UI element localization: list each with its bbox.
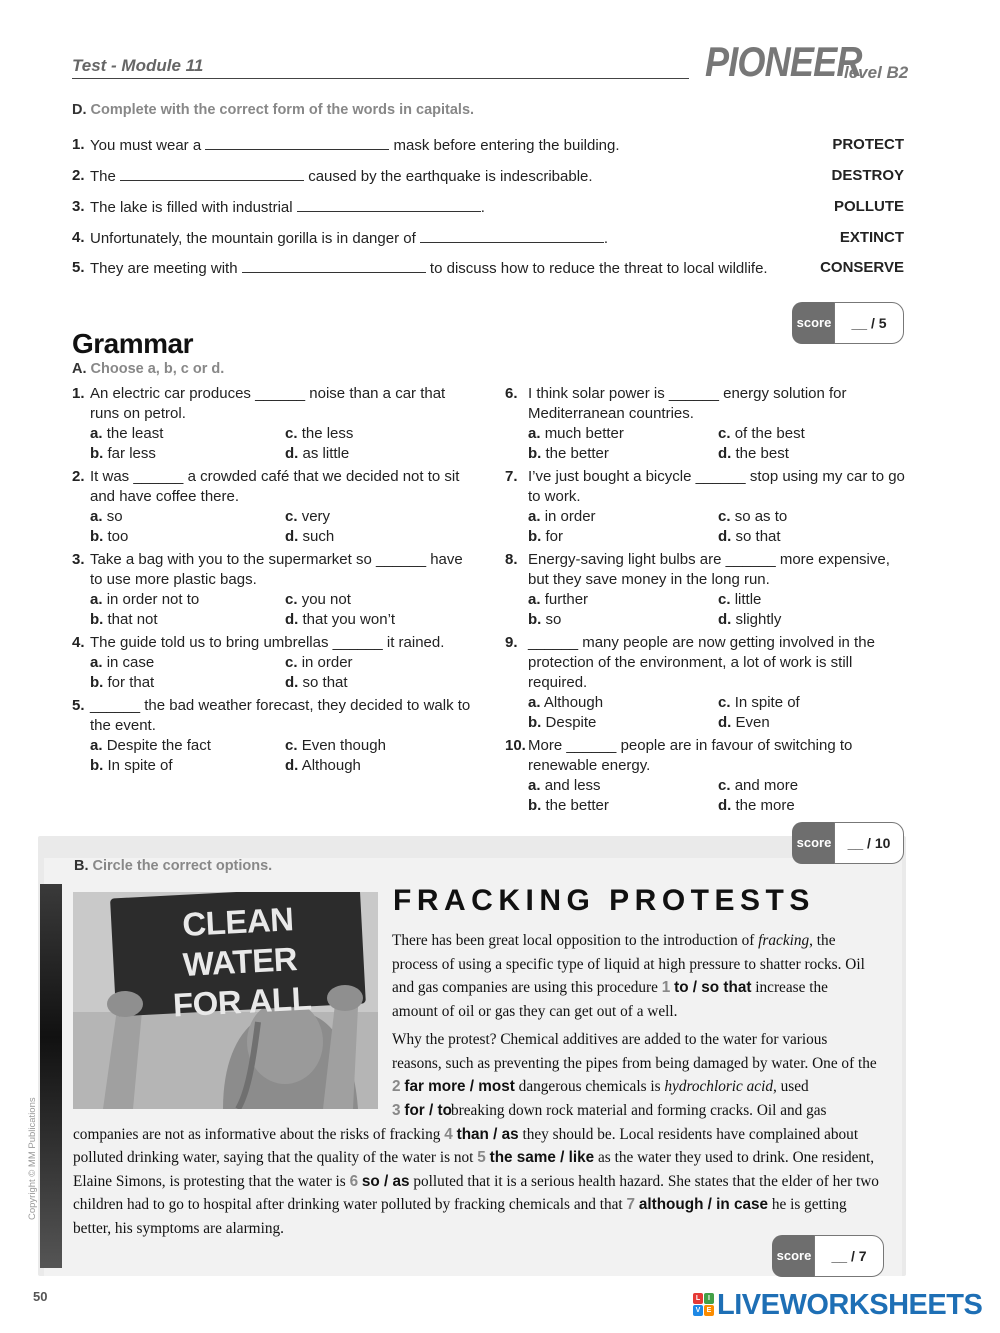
- option-10a[interactable]: [528, 776, 601, 796]
- section-d-text: Complete with the correct form of the words in capitals.: [90, 102, 475, 118]
- option-letter: c.: [718, 777, 731, 794]
- option-letter: b.: [90, 757, 104, 774]
- capital-word: PROTECT: [832, 136, 904, 153]
- question-5: [72, 696, 472, 736]
- sign-line-2: FOR ALL: [172, 979, 313, 1024]
- question-7: [505, 467, 905, 507]
- option-4a[interactable]: [90, 653, 154, 673]
- section-b-letter: B.: [74, 858, 89, 874]
- option-text: far less: [107, 445, 156, 462]
- option-letter: b.: [528, 611, 542, 628]
- option-6a[interactable]: [528, 424, 624, 444]
- option-text: that not: [107, 611, 158, 628]
- option-text: in order: [301, 654, 353, 671]
- text: they should be. Local residents have complained about polluted drinking water, saying that the quality of the water is not: [73, 1125, 859, 1166]
- question-text: The guide told us to bring umbrellas ______ it rained.: [90, 634, 445, 651]
- option-letter: c.: [718, 694, 731, 711]
- option-letter: d.: [718, 714, 732, 731]
- score-box-d: [792, 302, 904, 344]
- option-8b[interactable]: [528, 610, 561, 630]
- option-7b[interactable]: [528, 527, 563, 547]
- option-text: little: [734, 591, 762, 608]
- option-text: the better: [545, 445, 609, 462]
- question-text: ______ many people are now getting involved in the protection of the environment, a lot of work is still required.: [528, 634, 875, 691]
- choice-3[interactable]: for / to: [404, 1101, 452, 1119]
- option-8d[interactable]: [718, 610, 781, 630]
- sentence-end: mask before entering the building.: [393, 137, 620, 154]
- option-text: slightly: [735, 611, 782, 628]
- option-text: much better: [544, 425, 624, 442]
- question-number: 8.: [505, 551, 518, 568]
- score-value[interactable]: __ / 5: [834, 302, 904, 344]
- header-divider: [72, 78, 689, 79]
- option-letter: d.: [718, 611, 732, 628]
- score-box-b: [772, 1235, 884, 1277]
- option-10c[interactable]: [718, 776, 798, 796]
- section-a-text: Choose a, b, c or d.: [90, 361, 225, 377]
- option-text: so as to: [734, 508, 788, 525]
- option-letter: d.: [285, 757, 299, 774]
- option-text: and less: [544, 777, 601, 794]
- option-text: further: [544, 591, 589, 608]
- article-edge-strip: [40, 884, 62, 1268]
- logo-block-e: E: [704, 1305, 714, 1316]
- option-letter: b.: [90, 445, 104, 462]
- text: There has been great local opposition to the introduction of: [392, 932, 759, 949]
- option-letter: a.: [90, 654, 103, 671]
- score-box-a: [792, 822, 904, 864]
- option-4b[interactable]: [90, 673, 154, 693]
- option-3d[interactable]: [285, 610, 395, 630]
- question-8: [505, 550, 905, 590]
- option-text: and more: [734, 777, 799, 794]
- question-10: [505, 736, 905, 776]
- word-formation-item-4: [72, 229, 904, 251]
- option-letter: b.: [528, 445, 542, 462]
- option-8c[interactable]: [718, 590, 761, 610]
- text: , the process of using a specific type of liquid at high pressure to shatter rocks. Oil and gas companies are using this procedure: [392, 932, 865, 996]
- item-number: 5.: [72, 259, 85, 276]
- option-text: of the best: [734, 425, 805, 442]
- option-letter: b.: [90, 674, 104, 691]
- sentence-end: caused by the earthquake is indescribable.: [308, 168, 593, 185]
- option-letter: a.: [90, 737, 103, 754]
- option-8a[interactable]: [528, 590, 588, 610]
- answer-blank-2[interactable]: [120, 167, 304, 181]
- option-letter: c.: [285, 654, 298, 671]
- option-text: Even though: [301, 737, 386, 754]
- option-3a[interactable]: [90, 590, 199, 610]
- option-text: In spite of: [107, 757, 173, 774]
- option-text: Although: [301, 757, 361, 774]
- option-letter: a.: [528, 591, 541, 608]
- score-value[interactable]: __ / 7: [814, 1235, 884, 1277]
- logo-block-v: V: [693, 1305, 703, 1316]
- option-5c[interactable]: [285, 736, 386, 756]
- option-text: Despite the fact: [106, 737, 211, 754]
- option-2d[interactable]: [285, 527, 334, 547]
- option-text: too: [107, 528, 129, 545]
- option-text: the least: [106, 425, 164, 442]
- sign-line-1: CLEAN WATER: [181, 900, 298, 983]
- option-letter: c.: [285, 737, 298, 754]
- protest-photo: [73, 892, 378, 1109]
- word-formation-item-3: [72, 198, 904, 220]
- option-3b[interactable]: [90, 610, 158, 630]
- option-text: very: [301, 508, 331, 525]
- capital-word: DESTROY: [831, 167, 904, 184]
- option-1c[interactable]: [285, 424, 353, 444]
- option-3c[interactable]: [285, 590, 351, 610]
- gap-number-5: 5: [477, 1149, 486, 1166]
- option-letter: c.: [718, 508, 731, 525]
- option-text: so that: [302, 674, 348, 691]
- item-number: 1.: [72, 136, 85, 153]
- question-6: [505, 384, 905, 424]
- option-letter: d.: [285, 528, 299, 545]
- option-letter: a.: [528, 425, 541, 442]
- gap-number-4: 4: [444, 1125, 453, 1143]
- option-letter: c.: [285, 425, 298, 442]
- option-text: that you won’t: [302, 611, 396, 628]
- copyright-notice: Copyright © MM Publications: [27, 1097, 38, 1220]
- option-6d[interactable]: [718, 444, 789, 464]
- word-formation-item-5: [72, 259, 904, 281]
- option-letter: d.: [718, 797, 732, 814]
- answer-blank-3[interactable]: [297, 198, 481, 212]
- question-text: I think solar power is ______ energy solution for Mediterranean countries.: [528, 385, 847, 422]
- gap-number-1: 1: [661, 979, 671, 996]
- option-letter: d.: [285, 445, 299, 462]
- item-number: 3.: [72, 198, 85, 215]
- text: , used: [773, 1078, 809, 1095]
- option-letter: d.: [285, 611, 299, 628]
- text: breaking down rock material and forming cracks. Oil and gas companies are not as informative about the risks of fracking: [73, 1102, 827, 1143]
- section-d-letter: D.: [72, 102, 87, 118]
- question-number: 3.: [72, 551, 85, 568]
- score-label: score: [772, 1235, 816, 1277]
- option-text: such: [302, 528, 335, 545]
- option-7a[interactable]: [528, 507, 596, 527]
- option-1d[interactable]: [285, 444, 349, 464]
- option-letter: b.: [528, 528, 542, 545]
- liveworksheets-wordmark: LIVEWORKSHEETS: [717, 1289, 983, 1321]
- choice-5[interactable]: the same / like: [489, 1149, 595, 1166]
- score-value[interactable]: __ / 10: [834, 822, 904, 864]
- sentence-end: .: [603, 230, 609, 247]
- score-label: score: [792, 822, 836, 864]
- text: polluted that it is a serious health hazard. She states that the elder of her two children had to go to hospital after drinking water polluted by fracking chemicals and that: [73, 1172, 879, 1213]
- question-number: 6.: [505, 385, 518, 402]
- option-text: Despite: [545, 714, 597, 731]
- option-text: you not: [301, 591, 351, 608]
- section-b-text: Circle the correct options.: [92, 858, 273, 874]
- choice-6[interactable]: so / as: [361, 1172, 410, 1190]
- item-number: 2.: [72, 167, 85, 184]
- gap-number-2: 2: [392, 1078, 401, 1095]
- text: he is getting better, his symptoms are alarming.: [73, 1196, 847, 1237]
- gap-number-6: 6: [349, 1172, 359, 1190]
- section-d-instruction: [72, 102, 474, 118]
- option-letter: c.: [718, 591, 731, 608]
- option-letter: a.: [528, 694, 541, 711]
- sentence-start: The lake is filled with industrial: [90, 199, 293, 216]
- answer-blank-1[interactable]: [205, 136, 389, 150]
- option-letter: d.: [285, 674, 299, 691]
- score-label: score: [792, 302, 836, 344]
- option-text: the more: [735, 797, 795, 814]
- word-formation-item-1: [72, 136, 904, 158]
- question-number: 5.: [72, 697, 85, 714]
- brand-logo: PIONEER: [705, 38, 862, 85]
- option-9a[interactable]: [528, 693, 603, 713]
- italic-term: fracking: [758, 932, 810, 949]
- text: dangerous chemicals is: [514, 1078, 665, 1095]
- test-title: Test - Module 11: [72, 56, 204, 75]
- option-text: so: [106, 508, 123, 525]
- option-text: the better: [545, 797, 609, 814]
- option-letter: c.: [718, 425, 731, 442]
- option-4d[interactable]: [285, 673, 348, 693]
- article-paragraph-1: [392, 929, 877, 1023]
- option-text: Although: [543, 694, 604, 711]
- logo-block-l: L: [693, 1293, 703, 1304]
- option-4c[interactable]: [285, 653, 353, 673]
- question-number: 7.: [505, 468, 518, 485]
- option-1b[interactable]: [90, 444, 156, 464]
- question-text: More ______ people are in favour of switching to renewable energy.: [528, 737, 853, 774]
- option-letter: d.: [718, 445, 732, 462]
- option-text: for that: [107, 674, 155, 691]
- option-letter: c.: [285, 508, 298, 525]
- sentence-start: The: [90, 168, 116, 185]
- option-7d[interactable]: [718, 527, 781, 547]
- section-b-instruction: [74, 858, 272, 874]
- text: increase the amount of oil or gas they can get out of a well.: [392, 979, 828, 1020]
- option-text: the less: [301, 425, 354, 442]
- text: as the water they used to drink. One resident, Elaine Simons, is protesting that the water is: [73, 1149, 875, 1190]
- sentence-end: to discuss how to reduce the threat to local wildlife.: [429, 260, 768, 277]
- option-5b[interactable]: [90, 756, 173, 776]
- option-text: so that: [735, 528, 781, 545]
- word-formation-item-2: [72, 167, 904, 189]
- liveworksheets-logo[interactable]: [693, 1289, 993, 1329]
- option-2c[interactable]: [285, 507, 330, 527]
- section-a-letter: A.: [72, 361, 87, 377]
- question-number: 1.: [72, 385, 85, 402]
- option-text: In spite of: [734, 694, 800, 711]
- gap-number-7: 7: [626, 1196, 636, 1213]
- answer-blank-5[interactable]: [242, 259, 426, 273]
- sentence-start: They are meeting with: [90, 260, 238, 277]
- option-6c[interactable]: [718, 424, 805, 444]
- question-1: [72, 384, 472, 424]
- question-text: Take a bag with you to the supermarket so ______ have to use more plastic bags.: [90, 551, 463, 588]
- option-9b[interactable]: [528, 713, 596, 733]
- option-letter: a.: [90, 591, 103, 608]
- answer-blank-4[interactable]: [420, 229, 604, 243]
- option-text: in order: [544, 508, 596, 525]
- liveworksheets-blocks-icon: [693, 1293, 715, 1317]
- option-letter: d.: [718, 528, 732, 545]
- sign-text: [132, 897, 348, 1028]
- option-text: so: [545, 611, 562, 628]
- question-number: 9.: [505, 634, 518, 651]
- option-text: as little: [302, 445, 350, 462]
- question-text: It was ______ a crowded café that we decided not to sit and have coffee there.: [90, 468, 460, 505]
- capital-word: CONSERVE: [820, 259, 904, 276]
- option-letter: a.: [528, 777, 541, 794]
- question-text: I’ve just bought a bicycle ______ stop using my car to go to work.: [528, 468, 905, 505]
- choice-7[interactable]: although / in case: [638, 1196, 769, 1213]
- question-text: ______ the bad weather forecast, they decided to walk to the event.: [90, 697, 471, 734]
- option-letter: a.: [528, 508, 541, 525]
- text: Why the protest? Chemical additives are added to the water for various reasons, such as preventing the pipes from being damaged by water. One of the: [392, 1031, 877, 1072]
- sentence-end: .: [480, 199, 485, 216]
- question-number: 4.: [72, 634, 85, 651]
- option-10b[interactable]: [528, 796, 609, 816]
- option-1a[interactable]: [90, 424, 163, 444]
- item-number: 4.: [72, 229, 85, 246]
- article-paragraph-2b: [73, 1099, 879, 1240]
- option-10d[interactable]: [718, 796, 795, 816]
- italic-term: hydrochloric acid: [664, 1078, 773, 1095]
- option-text: in order not to: [106, 591, 200, 608]
- gap-number-3: 3: [392, 1101, 401, 1119]
- question-9: [505, 633, 905, 693]
- option-letter: b.: [90, 528, 104, 545]
- option-2b[interactable]: [90, 527, 128, 547]
- sentence-start: You must wear a: [90, 137, 202, 154]
- choice-1[interactable]: to / so that: [674, 979, 752, 996]
- question-number: 2.: [72, 468, 85, 485]
- choice-2[interactable]: far more / most: [404, 1078, 515, 1095]
- option-letter: a.: [90, 425, 103, 442]
- option-7c[interactable]: [718, 507, 787, 527]
- option-text: in case: [106, 654, 155, 671]
- option-letter: b.: [90, 611, 104, 628]
- option-5a[interactable]: [90, 736, 211, 756]
- option-text: for: [545, 528, 564, 545]
- question-2: [72, 467, 472, 507]
- option-letter: a.: [90, 508, 103, 525]
- logo-block-i: I: [704, 1293, 714, 1304]
- grammar-heading: Grammar: [72, 328, 194, 359]
- option-6b[interactable]: [528, 444, 609, 464]
- option-text: Even: [735, 714, 770, 731]
- option-9d[interactable]: [718, 713, 770, 733]
- page-number: 50: [33, 1289, 48, 1304]
- question-number: 10.: [505, 737, 526, 754]
- question-text: Energy-saving light bulbs are ______ more expensive, but they save money in the long run.: [528, 551, 890, 588]
- option-5d[interactable]: [285, 756, 361, 776]
- question-text: An electric car produces ______ noise than a car that runs on petrol.: [90, 385, 446, 422]
- capital-word: POLLUTE: [834, 198, 904, 215]
- capital-word: EXTINCT: [839, 229, 904, 246]
- section-a-instruction: [72, 361, 224, 377]
- option-2a[interactable]: [90, 507, 123, 527]
- brand-level: level B2: [844, 63, 909, 82]
- option-letter: c.: [285, 591, 298, 608]
- option-letter: b.: [528, 714, 542, 731]
- option-9c[interactable]: [718, 693, 800, 713]
- option-letter: b.: [528, 797, 542, 814]
- question-3: [72, 550, 472, 590]
- choice-4[interactable]: than / as: [456, 1125, 519, 1143]
- option-text: the best: [735, 445, 789, 462]
- question-4: [72, 633, 472, 653]
- sentence-start: Unfortunately, the mountain gorilla is in danger of: [90, 230, 416, 247]
- article-title: FRACKING PROTESTS: [393, 884, 815, 917]
